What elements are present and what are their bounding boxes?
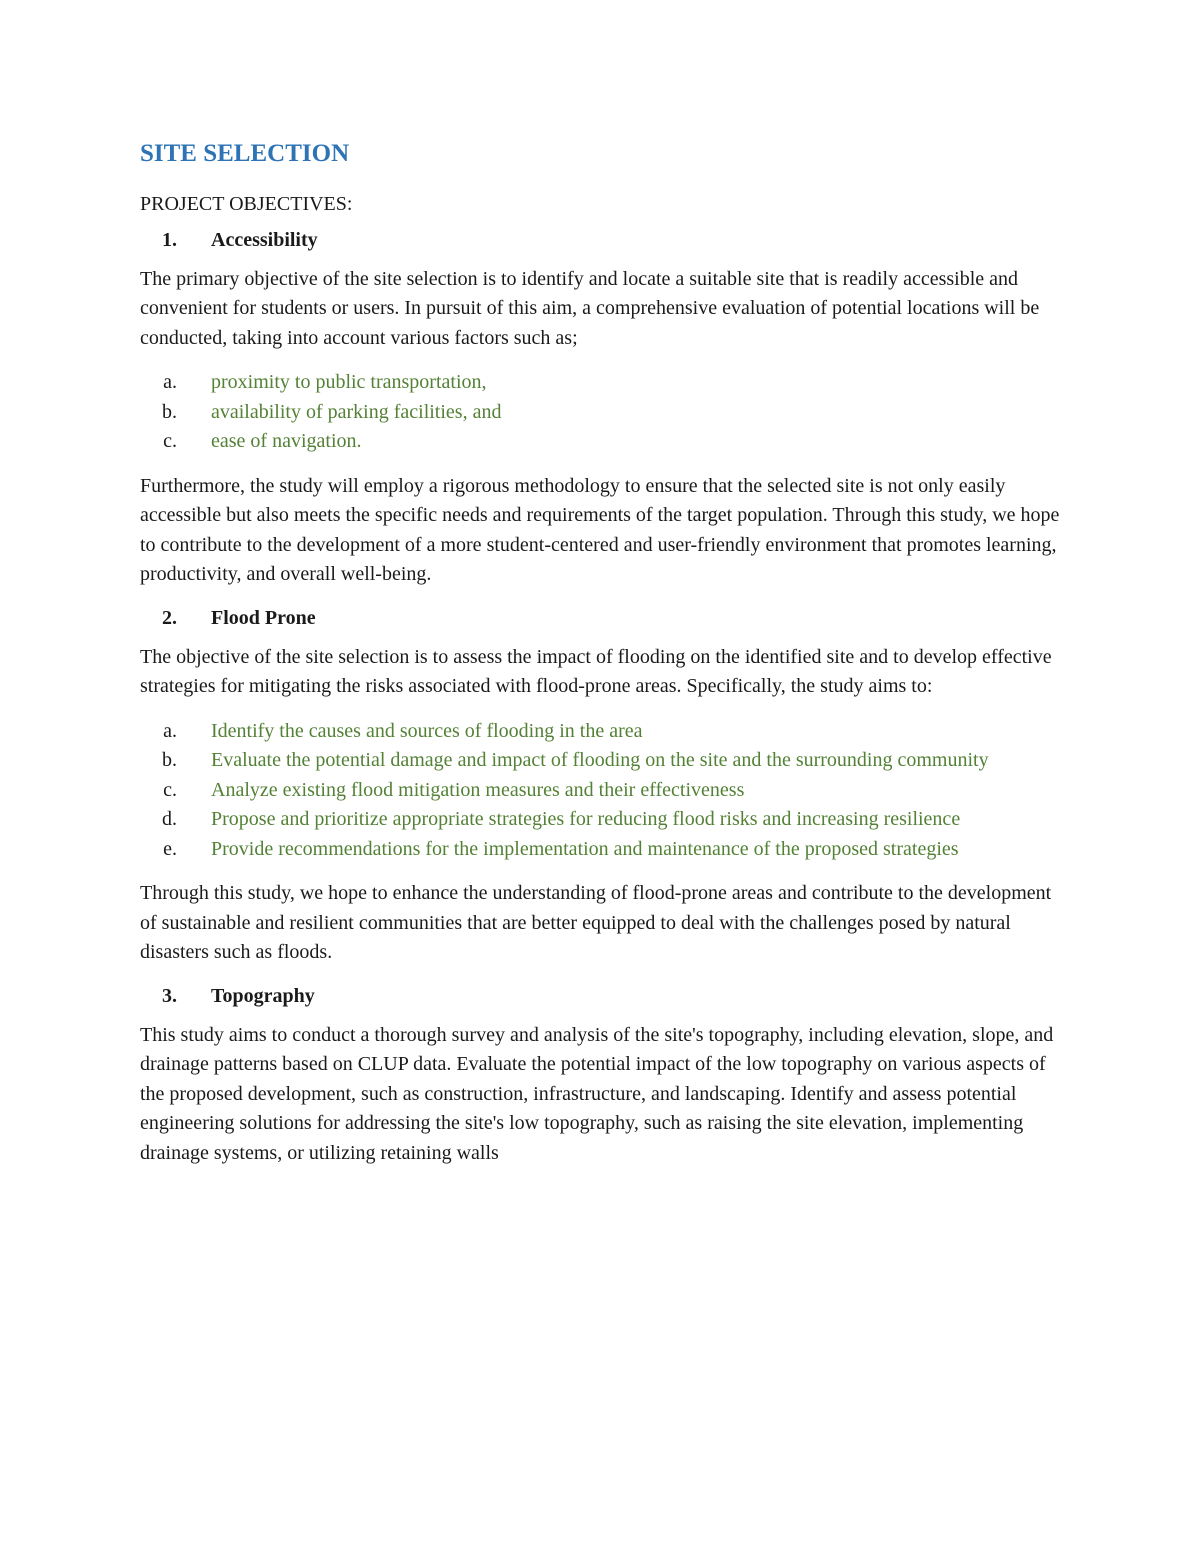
list-item-text: proximity to public transportation, — [211, 371, 487, 393]
list-marker: b. — [162, 749, 177, 771]
section-outro-paragraph: Furthermore, the study will employ a rigorous methodology to ensure that the selected site is not only easily accessible but also meets the specific needs and requirements of the target population. Through this study, we hope to contribute to the development of a more student-centered and user-friendly environment that promotes learning, productivity, and overall well-being. — [140, 474, 1060, 585]
list-item — [140, 776, 1070, 806]
document-title: SITE SELECTION — [140, 140, 350, 167]
section-intro-paragraph: This study aims to conduct a thorough survey and analysis of the site's topography, including elevation, slope, and drainage patterns based on CLUP data. Evaluate the potential impact of the low topography on various aspects of the proposed development, such as construction, infrastructure, and landscaping. Identify and assess potential engineering solutions for addressing the site's low topography, such as raising the site elevation, implementing drainage systems, or utilizing retaining walls — [140, 1023, 1054, 1164]
section-heading-label: Accessibility — [211, 228, 318, 251]
list-marker: e. — [163, 837, 177, 860]
section-heading-label: Topography — [211, 984, 315, 1007]
accessibility-factor-list — [140, 368, 1070, 457]
list-marker: a. — [163, 371, 177, 393]
list-item — [140, 805, 1070, 835]
flood-aims-list — [140, 717, 1070, 865]
section-accessibility — [140, 227, 1070, 590]
list-item-text: Identify the causes and sources of flooding in the area — [211, 719, 643, 742]
section-topography — [140, 983, 1070, 1169]
list-item-text: Propose and prioritize appropriate strategies for reducing flood risks and increasing resilience — [211, 808, 961, 830]
section-number: 1. — [162, 228, 177, 251]
list-item-text: ease of navigation. — [211, 430, 362, 452]
list-marker: c. — [163, 430, 177, 452]
list-item — [140, 746, 1070, 776]
section-number: 3. — [162, 984, 177, 1007]
section-intro-paragraph: The primary objective of the site selection is to identify and locate a suitable site that is readily accessible and convenient for students or users. In pursuit of this aim, a comprehensive evaluation of potential locations will be conducted, taking into account various factors such as; — [140, 267, 1040, 349]
list-item — [140, 427, 1070, 457]
section-flood-prone — [140, 605, 1070, 968]
list-item — [140, 368, 1070, 398]
project-objectives-heading: PROJECT OBJECTIVES: — [140, 192, 353, 215]
list-marker: b. — [162, 400, 177, 423]
list-item-text: Evaluate the potential damage and impact of flooding on the site and the surrounding community — [211, 749, 989, 771]
list-item — [140, 835, 1070, 865]
list-marker: c. — [163, 778, 177, 801]
document-page — [140, 138, 1070, 1183]
section-heading — [140, 605, 1070, 631]
section-heading — [140, 227, 1070, 253]
section-heading — [140, 983, 1070, 1009]
list-item — [140, 398, 1070, 428]
list-item-text: Analyze existing flood mitigation measures and their effectiveness — [211, 778, 745, 801]
section-heading-label: Flood Prone — [211, 606, 316, 629]
list-marker: d. — [162, 808, 177, 830]
section-number: 2. — [162, 606, 177, 629]
list-item — [140, 717, 1070, 747]
list-item-text: availability of parking facilities, and — [211, 400, 502, 423]
list-marker: a. — [163, 719, 177, 742]
list-item-text: Provide recommendations for the implementation and maintenance of the proposed strategies — [211, 837, 959, 860]
section-outro-paragraph: Through this study, we hope to enhance the understanding of flood-prone areas and contribute to the development of sustainable and resilient communities that are better equipped to deal with the challenges posed by natural disasters such as floods. — [140, 882, 1052, 963]
section-intro-paragraph: The objective of the site selection is to assess the impact of flooding on the identified site and to develop effective strategies for mitigating the risks associated with flood-prone areas. Specifically, the study aims to: — [140, 645, 1052, 697]
